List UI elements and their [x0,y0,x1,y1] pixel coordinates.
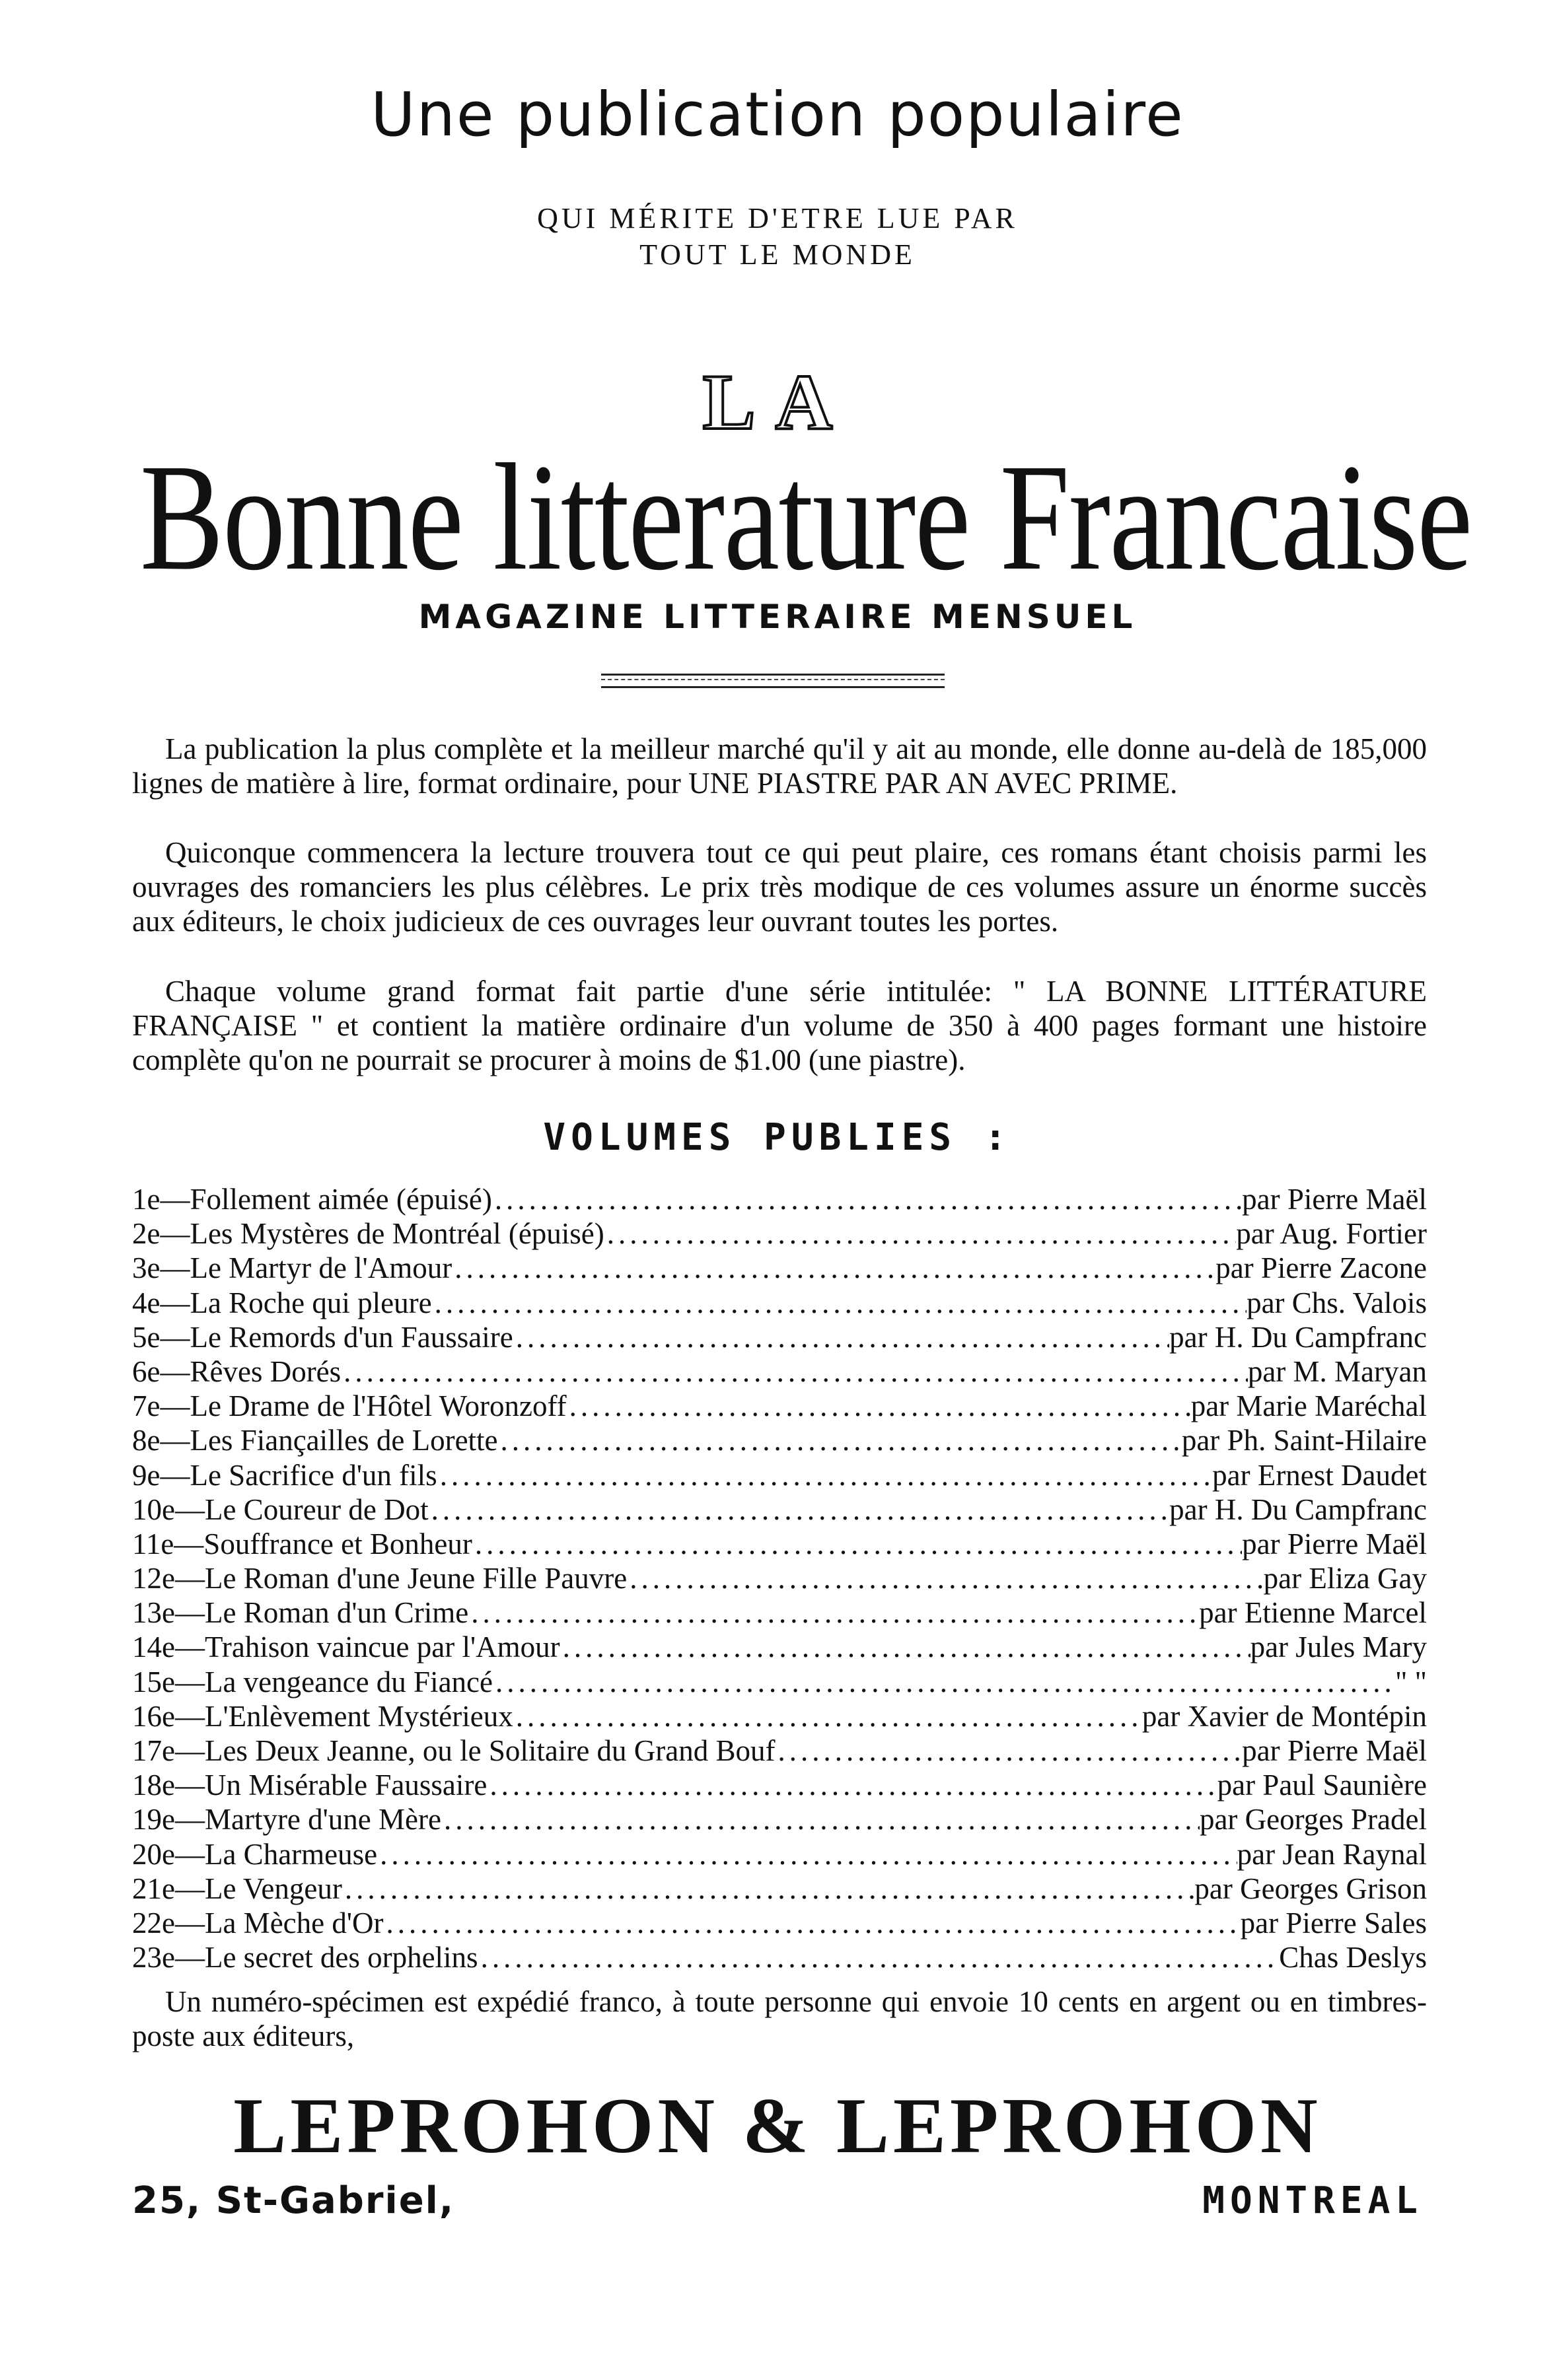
volume-title: 8e—Les Fiançailles de Lorette [132,1424,498,1457]
volume-title: 6e—Rêves Dorés [132,1354,342,1388]
sub-line-2: TOUT LE MONDE [639,238,916,271]
volume-author: par Eliza Gay [1263,1562,1427,1595]
leader-dots [432,1286,1247,1320]
volume-author: par H. Du Campfranc [1169,1492,1427,1526]
volume-author: par Pierre Sales [1240,1906,1427,1940]
volume-item [132,1699,1427,1733]
leader-dots [487,1768,1217,1802]
publisher-city: MONTREAL [1202,2179,1423,2222]
leader-dots [377,1837,1237,1872]
volume-author: par Etienne Marcel [1199,1596,1427,1630]
volume-item [132,1733,1427,1768]
volume-author: par Marie Maréchal [1190,1389,1427,1423]
volume-item [132,1802,1427,1837]
volume-title: 1e—Follement aimée (épuisé) [132,1183,492,1216]
volume-item [132,1423,1427,1457]
volume-item [132,1354,1427,1389]
volume-item [132,1458,1427,1492]
volume-author: par M. Maryan [1247,1354,1427,1388]
leader-dots [452,1251,1215,1285]
paragraph-format: Chaque volume grand format fait partie d'une série intitulée: " LA BONNE LITTÉRATURE FRANÇAISE " et contient la matière ordinaire d'un volume de 350 à 400 pages formant une histoire complète qu'on ne pourrait se procurer à moins de $1.00 (une piastre). [132,975,1427,1076]
volume-author: par Aug. Fortier [1236,1217,1427,1251]
volume-title: 2e—Les Mystères de Montréal (épuisé) [132,1217,604,1251]
volume-author: par Pierre Maël [1242,1183,1427,1216]
leader-dots [341,1354,1248,1389]
volume-item [132,1768,1427,1802]
leader-dots [441,1802,1200,1837]
volume-title: 18e—Un Misérable Faussaire [132,1768,488,1802]
volume-author: Chas Deslys [1279,1941,1427,1975]
volume-title: 16e—L'Enlèvement Mystérieux [132,1699,513,1733]
volume-author: " " [1395,1665,1427,1698]
volume-item [132,1837,1427,1872]
leader-dots [604,1216,1237,1251]
leader-dots [472,1527,1242,1561]
specimen-note: Un numéro-spécimen est expédié franco, à toute personne qui envoie 10 cents en argent ou en timbres-poste aux éditeurs, [132,1985,1427,2052]
volume-title: 13e—Le Roman d'un Crime [132,1596,469,1630]
leader-dots [468,1595,1199,1630]
volumes-heading: VOLUMES PUBLIES : [543,1116,1012,1159]
volume-item [132,1872,1427,1906]
volume-author: par Ph. Saint-Hilaire [1181,1424,1427,1457]
leader-dots [513,1699,1142,1733]
volume-title: 10e—Le Coureur de Dot [132,1492,429,1526]
volume-title: 5e—Le Remords d'un Faussaire [132,1320,513,1354]
volume-author: par H. Du Campfranc [1169,1320,1427,1354]
volume-item [132,1492,1427,1527]
leader-dots [560,1630,1250,1664]
title-article: LA [702,358,853,446]
volume-item [132,1595,1427,1630]
volume-item [132,1251,1427,1285]
magazine-title: Bonne litterature Francaise [139,433,1472,602]
volume-author: par Pierre Zacone [1215,1251,1427,1285]
leader-dots [513,1320,1169,1354]
volume-author: par Jules Mary [1250,1630,1427,1664]
volume-title: 7e—Le Drame de l'Hôtel Woronzoff [132,1389,567,1423]
volume-title: 15e—La vengeance du Fiancé [132,1665,493,1698]
paragraph-readers: Quiconque commencera la lecture trouvera tout ce qui peut plaire, ces romans étant choisis parmi les ouvrages des romanciers les plus célèbres. Le prix très modique de ces volumes assure un énorme succès aux éditeurs, le choix judicieux de ces ouvrages leur ouvrant toutes les portes. [132,836,1427,938]
leader-dots [776,1733,1243,1768]
volume-author: par Chs. Valois [1247,1286,1427,1319]
volumes-list [132,1182,1427,1975]
volume-title: 3e—Le Martyr de l'Amour [132,1251,452,1285]
headline: Une publication populaire [371,79,1184,150]
volume-author: par Pierre Maël [1242,1734,1427,1767]
volume-item [132,1561,1427,1595]
publisher-name: LEPROHON & LEPROHON [233,2082,1322,2169]
volume-title: 17e—Les Deux Jeanne, ou le Solitaire du Grand Bouf [132,1734,776,1767]
volume-title: 9e—Le Sacrifice d'un fils [132,1458,437,1492]
volume-item [132,1182,1427,1216]
leader-dots [429,1492,1170,1527]
volume-item [132,1527,1427,1561]
volume-author: par Ernest Daudet [1212,1458,1427,1492]
volume-title: 4e—La Roche qui pleure [132,1286,432,1319]
volume-title: 22e—La Mèche d'Or [132,1906,384,1940]
volume-title: 14e—Trahison vaincue par l'Amour [132,1630,560,1664]
volume-title: 23e—Le secret des orphelins [132,1941,478,1975]
leader-dots [492,1182,1242,1216]
volume-author: par Georges Grison [1194,1872,1427,1905]
volume-author: par Jean Raynal [1237,1837,1427,1871]
volume-title: 19e—Martyre d'une Mère [132,1803,441,1837]
volume-item [132,1906,1427,1940]
sub-line-1: QUI MÉRITE D'ETRE LUE PAR [537,202,1018,234]
ornamental-rule [601,674,945,688]
leader-dots [498,1423,1182,1457]
volume-author: par Pierre Maël [1242,1527,1427,1560]
volume-title: 12e—Le Roman d'une Jeune Fille Pauvre [132,1562,628,1595]
leader-dots [567,1389,1191,1423]
leader-dots [342,1872,1195,1906]
volume-item [132,1216,1427,1251]
volume-author: par Paul Saunière [1217,1768,1427,1802]
volume-author: par Xavier de Montépin [1141,1699,1427,1733]
volume-item [132,1320,1427,1354]
volume-author: par Georges Pradel [1199,1803,1427,1837]
leader-dots [478,1940,1280,1975]
volume-title: 21e—Le Vengeur [132,1872,342,1905]
leader-dots [493,1665,1395,1699]
magazine-subtitle: MAGAZINE LITTERAIRE MENSUEL [418,598,1137,636]
volume-title: 20e—La Charmeuse [132,1837,378,1871]
leader-dots [383,1906,1240,1940]
leader-dots [627,1561,1263,1595]
publisher-address: 25, St-Gabriel, [132,2179,455,2222]
volume-title: 11e—Souffrance et Bonheur [132,1527,472,1560]
volume-item [132,1286,1427,1320]
volume-item [132,1665,1427,1699]
paragraph-intro: La publication la plus complète et la meilleur marché qu'il y ait au monde, elle donne au-delà de 185,000 lignes de matière à lire, format ordinaire, pour UNE PIASTRE PAR AN AVEC PRIME. [132,732,1427,800]
volume-item [132,1389,1427,1423]
leader-dots [437,1458,1212,1492]
volume-item [132,1940,1427,1975]
volume-item [132,1630,1427,1664]
